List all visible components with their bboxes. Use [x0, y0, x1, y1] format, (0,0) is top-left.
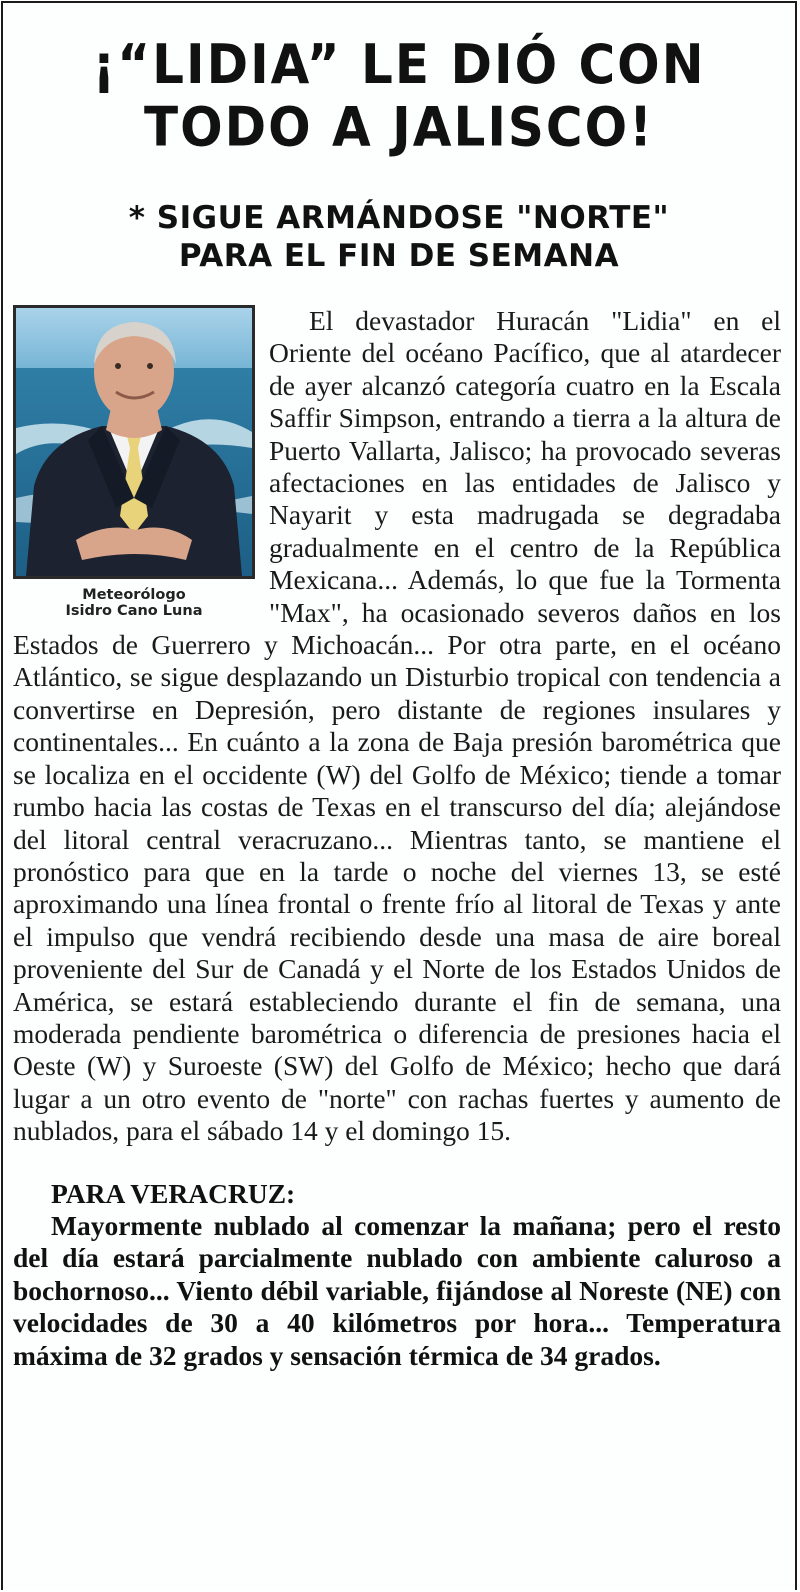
headline-line-2: TODO A JALISCO!: [144, 95, 654, 159]
newspaper-column: [1, 1, 797, 1590]
article-text: El devastador Huracán "Lidia" en el Oriente del océano Pacífico, que al atardecer de ayer alcanzó categoría cuatro en la Escala Saffir Simpson, entrando a tierra a la altura de Puerto Vallarta, Jalisco; ha provocado severas afectaciones en las entidades de Jalisco y Nayarit y esta madrugada se degradaba gradualmente en el centro de la República Mexicana... Además, lo que fue la Tormenta "Max", ha ocasionado severos daños en los Estados de Guerrero y Michoacán... Por otra parte, en el océano Atlántico, se sigue desplazando un Disturbio tropical con tendencia a convertirse en Depresión, pero distante de regiones insulares y continentales... En cuánto a la zona de Baja presión barométrica que se localiza en el occidente (W) del Golfo de México; tiende a tomar rumbo hacia las costas de Texas en el transcurso del día; alejándose del litoral central veracruzano... Mientras tanto, se mantiene el pronóstico para que en la tarde o noche del viernes 13, se esté aproximando una línea frontal o frente frío al litoral de Texas y ante el impulso que vendrá recibiendo desde una masa de aire boreal proveniente del Sur de Canadá y el Norte de los Estados Unidos de América, se estará estableciendo durante el fin de semana, una moderada pendiente barométrica o diferencia de presiones hacia el Oeste (W) y Suroeste (SW) del Golfo de México; hecho que dará lugar a un otro evento de "norte" con rachas fuertes y aumento de nublados, para el sábado 14 y el domingo 15.: [13, 305, 781, 1147]
veracruz-forecast: [3, 1178, 795, 1372]
subheadline: [3, 199, 795, 275]
caption-name: Isidro Cano Luna: [65, 603, 203, 619]
subheadline-line-2: PARA EL FIN DE SEMANA: [178, 238, 620, 274]
article-body: [3, 305, 795, 1148]
photo-caption: [13, 587, 255, 619]
subheadline-line-1: * SIGUE ARMÁNDOSE "NORTE": [128, 200, 670, 236]
author-photo: [13, 305, 255, 579]
author-photo-block: [13, 305, 255, 619]
caption-title: Meteorólogo: [82, 587, 186, 603]
forecast-text: Mayormente nublado al comenzar la mañana; pero el resto del día estará parcialmente nublado con ambiente caluroso a bochornoso... Viento débil variable, fijándose al Noreste (NE) con velocidades de 30 a 40 kilómetros por hora... Temperatura máxima de 32 grados y sensación térmica de 34 grados.: [13, 1209, 781, 1371]
headline: [3, 3, 795, 159]
forecast-title: PARA VERACRUZ:: [51, 1177, 296, 1209]
headline-line-1: ¡“LIDIA” LE DIÓ CON: [92, 33, 706, 96]
meteorologist-portrait-icon: [16, 308, 252, 576]
